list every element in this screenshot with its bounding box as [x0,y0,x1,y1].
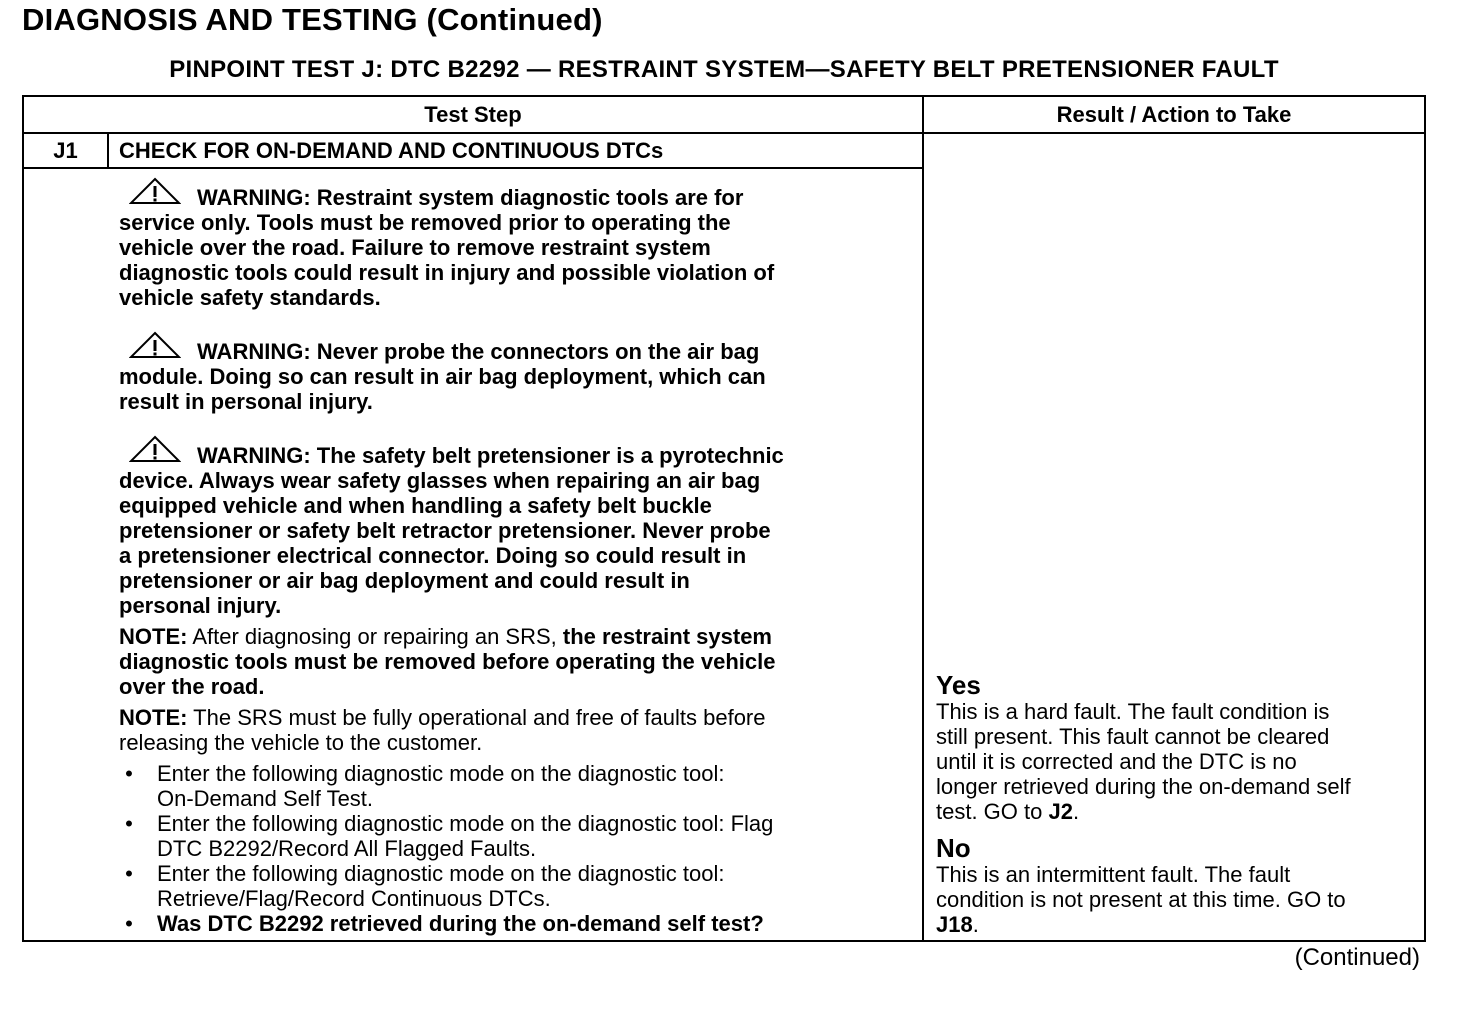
result-no-text: J18. [936,912,979,937]
note-label: NOTE: [119,705,188,730]
list-item: • Enter the following diagnostic mode on the diagnostic tool: On-Demand Self Test. [119,761,919,811]
result-yes-text: test. GO to J2. [936,799,1080,824]
warning-text: pretensioner or safety belt retractor pretensioner. Never probe [119,518,771,543]
warning-text: equipped vehicle and when handling a safety belt buckle [119,493,712,518]
step-id-divider [107,132,109,168]
warning-block [119,331,919,414]
test-table [22,95,1426,942]
step-title: CHECK FOR ON-DEMAND AND CONTINUOUS DTCs [119,138,664,163]
warning-text: pretensioner or air bag deployment and could result in [119,568,690,593]
note-text: over the road. [119,674,265,699]
note-text: the restraint system [562,624,772,649]
step-id: J1 [53,138,78,163]
warning-text: vehicle safety standards. [119,285,381,310]
warning-text: diagnostic tools could result in injury and possible violation of [119,260,775,285]
result-no-label: No [936,833,971,863]
note-text: After diagnosing or repairing an SRS, [187,624,563,649]
result-yes-text: until it is corrected and the DTC is no [936,749,1297,774]
note-text: diagnostic tools must be removed before operating the vehicle [119,649,776,674]
list-item: • Enter the following diagnostic mode on the diagnostic tool: Retrieve/Flag/Record Continuous DTCs. [119,861,919,911]
warning-text: service only. Tools must be removed prior to operating the [119,210,731,235]
warning-line: WARNING: Never probe the connectors on the air bag [119,331,919,364]
warning-text: personal injury. [119,593,282,618]
note-block [119,705,919,755]
result-yes-text: This is a hard fault. The fault condition is [936,699,1330,724]
warning-triangle-icon [129,177,181,207]
list-item: • Enter the following diagnostic mode on the diagnostic tool: Flag DTC B2292/Record All Flagged Faults. [119,811,919,861]
warning-block [119,177,919,310]
instruction-list [119,761,919,936]
bullet-icon: • [125,811,133,836]
result-yes-text: longer retrieved during the on-demand self [936,774,1351,799]
warning-line: WARNING: The safety belt pretensioner is a pyrotechnic [119,435,919,468]
continued-label: (Continued) [1294,944,1420,971]
warning-block [119,435,919,618]
warning-text: result in personal injury. [119,389,373,414]
goto-step-link[interactable]: J2 [1048,799,1073,824]
header-test-step: Test Step [424,102,522,127]
goto-step-link[interactable]: J18 [936,912,973,937]
page-heading: DIAGNOSIS AND TESTING (Continued) [22,2,603,37]
bullet-icon: • [125,861,133,886]
warning-line: WARNING: Restraint system diagnostic tools are for [119,177,919,210]
column-divider [922,97,924,940]
warning-text: vehicle over the road. Failure to remove restraint system [119,235,711,260]
list-item-question: • Was DTC B2292 retrieved during the on-demand self test? [119,911,919,936]
warning-text: module. Doing so can result in air bag deployment, which can [119,364,766,389]
result-no-text: This is an intermittent fault. The fault [936,862,1291,887]
note-block [119,624,919,699]
warning-triangle-icon [129,435,181,465]
pinpoint-test-title: PINPOINT TEST J: DTC B2292 — RESTRAINT SYSTEM—SAFETY BELT PRETENSIONER FAULT [169,56,1279,83]
step-title-divider [24,167,922,169]
header-result-action: Result / Action to Take [1056,102,1292,127]
result-no-text: condition is not present at this time. GO to [936,887,1346,912]
note-text: The SRS must be fully operational and free of faults before [187,705,766,730]
note-text: releasing the vehicle to the customer. [119,730,483,755]
bullet-icon: • [125,761,133,786]
warning-text: device. Always wear safety glasses when repairing an air bag [119,468,761,493]
bullet-icon: • [125,911,133,936]
warning-triangle-icon [129,331,181,361]
result-actions [936,671,1420,937]
step-body [119,177,919,936]
warning-text: a pretensioner electrical connector. Doing so could result in [119,543,747,568]
note-label: NOTE: [119,624,188,649]
result-yes-label: Yes [936,670,981,700]
result-yes-text: still present. This fault cannot be cleared [936,724,1330,749]
